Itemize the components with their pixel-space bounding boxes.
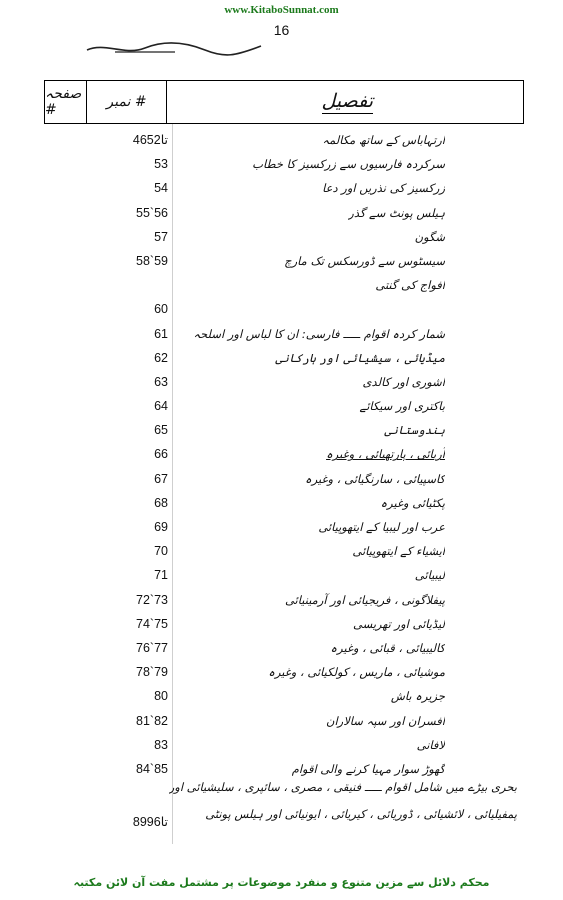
toc-serial: 69 [154,520,168,534]
toc-serial: 57 [154,229,168,244]
header-detail [167,81,523,123]
toc-row [0,201,563,225]
toc-serial: 84`85 [136,761,168,776]
toc-row [0,515,563,539]
toc-row [0,297,563,321]
toc-serial: 68 [154,495,168,510]
toc-serial: 67 [154,471,168,486]
toc-detail: پمفیلیائی ، لائشیائی ، ڈوریائی ، کیریائی ، ایونیائی اور ہیلس پونٹی [205,808,517,822]
toc-serial: 62 [154,350,168,365]
toc-detail: کاسپیائی ، سارنگیائی ، وغیرہ [304,471,445,486]
site-url[interactable]: www.KitaboSunnat.com [224,4,339,16]
toc-detail: لیبیائی [414,568,445,583]
toc-row [0,757,563,781]
page-number: 16 [273,22,290,38]
toc-serial: 80 [154,689,168,704]
toc-detail: ارتہاباس کے ساتھ مکالمہ [322,133,445,147]
toc-row [0,636,563,660]
toc-serial: 76`77 [136,640,168,655]
toc-detail: سرکردہ فارسیوں سے زرکسیز کا خطاب [252,157,445,172]
toc-row [0,684,563,708]
toc-detail: سیسٹوس سے ڈورسکس تک مارچ [284,253,445,268]
toc-rows [0,128,563,835]
toc-row [0,660,563,684]
toc-serial: 70 [154,544,168,559]
toc-row [0,394,563,418]
toc-detail: موشیائی ، ماریس ، کولکیائی ، وغیرہ [268,665,445,680]
toc-serial: 65 [154,423,168,438]
toc-detail: شگون [414,229,445,244]
toc-row [0,346,563,370]
toc-detail: میڈیائی ، سیشیائی اور ہارکانی [275,350,445,365]
toc-detail: ہیلس پونٹ سے گذر [348,205,445,220]
toc-serial: 78`79 [136,665,168,680]
toc-detail: ہندوستانی [384,423,445,438]
toc-row [0,128,563,152]
toc-detail: کالیبیائی ، قبائی ، وغیرہ [330,640,445,655]
toc-serial: 81`82 [136,713,168,728]
toc-row [0,588,563,612]
toc-row [0,709,563,733]
toc-serial: 54 [154,181,168,196]
toc-row [0,808,563,835]
toc-serial: 72`73 [136,592,168,607]
toc-row [0,442,563,466]
toc-serial: 64 [154,399,168,414]
toc-row [0,370,563,394]
table-header [44,80,524,124]
toc-detail: پکٹیائی وغیرہ [380,495,445,510]
toc-serial: 53 [154,157,168,172]
toc-detail: افواج کی گنتی [375,278,445,293]
header-page: صفحہ # [45,81,87,123]
toc-row [0,539,563,563]
toc-row [0,152,563,176]
toc-detail: لافانی [416,737,445,752]
toc-serial: 46تا52 [132,133,168,147]
toc-serial: 58`59 [136,253,168,268]
toc-detail: زرکسیز کی نذریں اور دعا [322,181,445,196]
toc-detail: ایشیاء کے ایتھوپیائی [352,544,445,559]
handwritten-scribble [85,38,265,60]
toc-detail: آریائی ، پارتھیائی ، وغیرہ [326,447,445,462]
header-detail-label: تفصیل [321,90,373,112]
toc-row [0,467,563,491]
toc-serial: 89تا96 [132,815,168,830]
footer-text[interactable]: محکم دلائل سے مزین متنوع و منفرد موضوعات پر مشتمل مفت آن لائن مکتبہ [73,876,490,889]
toc-detail: اشوری اور کالدی [362,374,445,389]
toc-row [0,781,563,808]
toc-detail: جزیرہ باش [390,689,445,704]
toc-detail: افسران اور سپہ سالاران [326,713,445,728]
toc-row [0,176,563,200]
toc-serial: 66 [154,447,168,462]
toc-row [0,225,563,249]
toc-row [0,563,563,587]
toc-detail: لیڈیائی اور تھریسی [352,616,445,631]
toc-row [0,249,563,273]
toc-serial: 63 [154,374,168,389]
toc-serial: 71 [154,568,168,583]
toc-serial: 83 [154,737,168,752]
toc-row [0,418,563,442]
toc-serial: 60 [154,302,168,317]
toc-row [0,322,563,346]
toc-detail: بحری بیڑے میں شامل اقوام ـــــ فنیقی ، مصری ، سائپری ، سلیشیائی اور [168,781,517,795]
toc-detail: شمار کردہ اقوام ـــــ فارسی: ان کا لباس اور اسلحہ [193,326,445,341]
toc-serial: 61 [154,326,168,341]
toc-detail: باکتری اور سیکائے [359,399,445,414]
toc-row [0,733,563,757]
toc-row [0,612,563,636]
toc-serial: 74`75 [136,616,168,631]
toc-detail: عرب اور لیبیا کے ایتھوپیائی [318,520,445,534]
header-serial: نمبر # [87,81,167,123]
toc-row [0,491,563,515]
toc-detail: پیفلاگونی ، فریجیائی اور آرمینیائی [284,592,445,607]
toc-serial: 55`56 [136,205,168,220]
toc-row [0,273,563,297]
toc-detail: گھوڑ سوار مہیا کرنے والی اقوام [291,761,445,776]
